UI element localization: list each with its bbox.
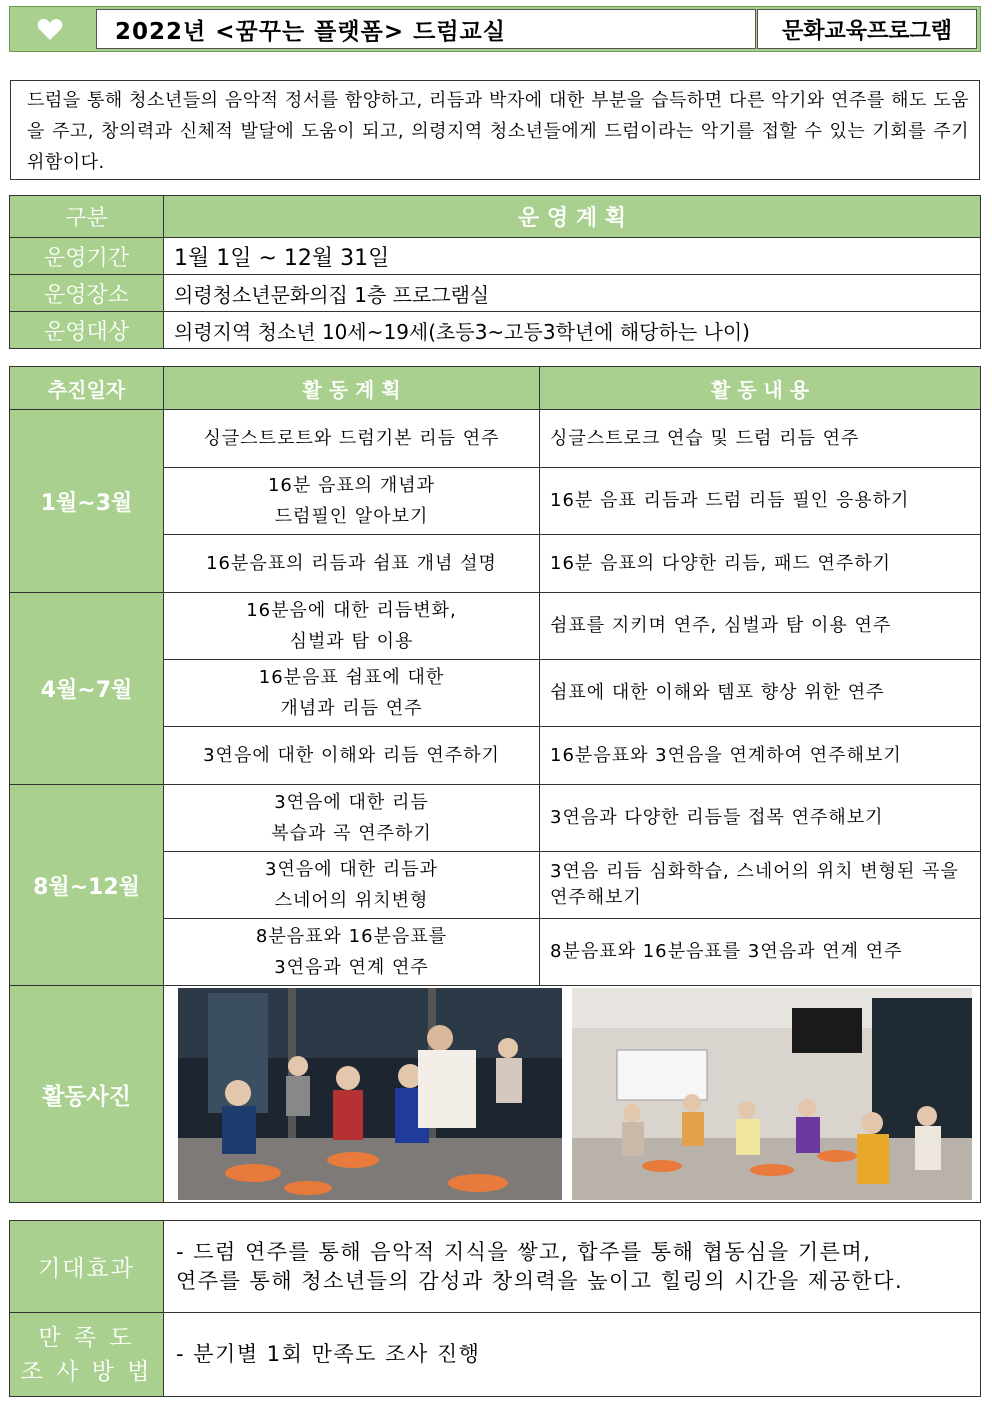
photo-cell	[164, 986, 981, 1203]
plan-row-value: 의령지역 청소년 10세~19세(초등3~고등3학년에 해당하는 나이)	[164, 312, 981, 349]
expectation-label: 기대효과	[10, 1221, 164, 1313]
activity-plan-cell: 싱글스트로트와 드럼기본 리듬 연주	[164, 410, 540, 468]
activity-content-cell: 16분 음표 리듬과 드럼 리듬 필인 응용하기	[540, 468, 981, 535]
plan-header-label: 구분	[10, 196, 164, 238]
photo-label: 활동사진	[10, 986, 164, 1203]
heart-icon	[37, 17, 63, 41]
activity-plan-cell: 3연음에 대한 리듬과 스네어의 위치변형	[164, 852, 540, 919]
plan-row-label: 운영기간	[10, 238, 164, 275]
activity-plan-cell: 16분음표 쉼표에 대한 개념과 리듬 연주	[164, 660, 540, 727]
activity-plan-cell: 3연음에 대한 리듬 복습과 곡 연주하기	[164, 785, 540, 852]
activity-plan-cell: 16분음표의 리듬과 쉼표 개념 설명	[164, 535, 540, 593]
plan-row-value: 의령청소년문화의집 1층 프로그램실	[164, 275, 981, 312]
activity-content-cell: 쉼표를 지키며 연주, 심벌과 탐 이용 연주	[540, 593, 981, 660]
survey-label: 만 족 도 조 사 방 법	[10, 1313, 164, 1397]
activity-content-cell: 쉼표에 대한 이해와 템포 향상 위한 연주	[540, 660, 981, 727]
activity-content-cell: 8분음표와 16분음표를 3연음과 연계 연주	[540, 919, 981, 986]
activity-plan-cell: 16분 음표의 개념과 드럼필인 알아보기	[164, 468, 540, 535]
activity-photo-2	[572, 988, 972, 1200]
heart-icon-box	[12, 9, 88, 49]
expectation-text: - 드럼 연주를 통해 음악적 지식을 쌓고, 합주를 통해 협동심을 기른며, 연주를 통해 청소년들의 감성과 창의력을 높이고 힐링의 시간을 제공한다.	[164, 1221, 981, 1313]
expectation-table	[9, 1220, 981, 1397]
activity-content-cell: 3연음 리듬 심화학습, 스네어의 위치 변형된 곡을 연주해보기	[540, 852, 981, 919]
activity-photo-1	[178, 988, 562, 1200]
plan-row-label: 운영장소	[10, 275, 164, 312]
page-title: 2022년 <꿈꾸는 플랫폼> 드럼교실	[96, 9, 756, 49]
period-cell: 1월~3월	[10, 410, 164, 593]
activity-header-date: 추진일자	[10, 367, 164, 410]
activity-plan-cell: 3연음에 대한 이해와 리듬 연주하기	[164, 727, 540, 785]
plan-header-title: 운 영 계 획	[164, 196, 981, 238]
activity-content-cell: 싱글스트로크 연습 및 드럼 리듬 연주	[540, 410, 981, 468]
activity-header-content: 활 동 내 용	[540, 367, 981, 410]
plan-table	[9, 195, 981, 349]
intro-text: 드럼을 통해 청소년들의 음악적 정서를 함양하고, 리듬과 박자에 대한 부분을 습득하면 다른 악기와 연주를 해도 도움을 주고, 창의력과 신체적 발달에 도움이 되고, 의령지역 청소년들에게 드럼이라는 악기를 접할 수 있는 기회를 주기 위함이다.	[10, 80, 980, 180]
activity-header-plan: 활 동 계 획	[164, 367, 540, 410]
plan-row-label: 운영대상	[10, 312, 164, 349]
survey-text: - 분기별 1회 만족도 조사 진행	[164, 1313, 981, 1397]
activity-table	[9, 366, 981, 1203]
activity-plan-cell: 16분음에 대한 리듬변화, 심벌과 탐 이용	[164, 593, 540, 660]
activity-content-cell: 3연음과 다양한 리듬들 접목 연주해보기	[540, 785, 981, 852]
period-cell: 8월~12월	[10, 785, 164, 986]
plan-row-value: 1월 1일 ~ 12월 31일	[164, 238, 981, 275]
activity-plan-cell: 8분음표와 16분음표를 3연음과 연계 연주	[164, 919, 540, 986]
activity-content-cell: 16분 음표의 다양한 리듬, 패드 연주하기	[540, 535, 981, 593]
program-tag: 문화교육프로그램	[757, 9, 977, 49]
period-cell: 4월~7월	[10, 593, 164, 785]
activity-content-cell: 16분음표와 3연음을 연계하여 연주해보기	[540, 727, 981, 785]
